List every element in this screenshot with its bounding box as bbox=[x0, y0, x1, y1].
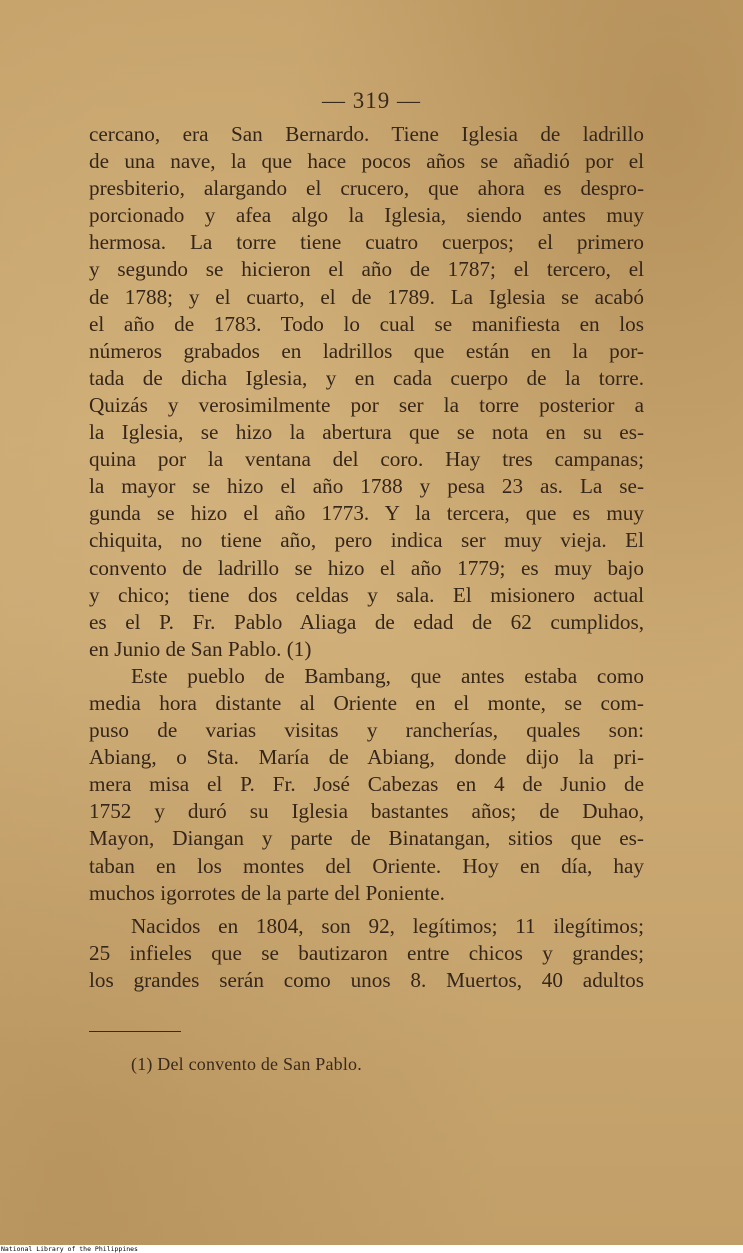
text-line: media hora distante al Oriente en el monte, se com- bbox=[89, 690, 644, 715]
text-line: y chico; tiene dos celdas y sala. El misionero actual bbox=[89, 582, 644, 607]
text-line: números grabados en ladrillos que están en la por- bbox=[89, 338, 644, 363]
text-line: puso de varias visitas y rancherías, quales son: bbox=[89, 718, 644, 743]
text-line: hermosa. La torre tiene cuatro cuerpos; el primero bbox=[89, 230, 644, 255]
footnote: (1) Del convento de San Pablo. bbox=[131, 1054, 362, 1074]
text-line: Quizás y verosimilmente por ser la torre posterior a bbox=[89, 392, 644, 417]
text-line: en Junio de San Pablo. (1) bbox=[89, 636, 312, 661]
page-number: — 319 — bbox=[322, 88, 421, 113]
text-line: tada de dicha Iglesia, y en cada cuerpo de la torre. bbox=[89, 365, 644, 390]
attribution-bar bbox=[0, 1245, 743, 1253]
text-line: de una nave, la que hace pocos años se añadió por el bbox=[89, 149, 644, 174]
text-line: convento de ladrillo se hizo el año 1779; es muy bajo bbox=[89, 555, 644, 580]
text-line: es el P. Fr. Pablo Aliaga de edad de 62 cumplidos, bbox=[89, 609, 644, 634]
footnote-divider bbox=[89, 1031, 181, 1032]
text-line: Este pueblo de Bambang, que antes estaba como bbox=[131, 663, 644, 688]
text-line: mera misa el P. Fr. José Cabezas en 4 de Junio de bbox=[89, 772, 644, 797]
text-line: Abiang, o Sta. María de Abiang, donde dijo la pri- bbox=[89, 745, 644, 770]
text-line: de 1788; y el cuarto, el de 1789. La Iglesia se acabó bbox=[89, 284, 644, 309]
body-text bbox=[89, 121, 644, 994]
text-line: presbiterio, alargando el crucero, que ahora es despro- bbox=[89, 176, 644, 201]
text-line: los grandes serán como unos 8. Muertos, 40 adultos bbox=[89, 967, 644, 992]
attribution-text: National Library of the Philippines bbox=[1, 1245, 138, 1253]
text-line: porcionado y afea algo la Iglesia, siendo antes muy bbox=[89, 203, 644, 228]
text-line: chiquita, no tiene año, pero indica ser muy vieja. El bbox=[89, 528, 644, 553]
text-line: Mayon, Diangan y parte de Binatangan, sitios que es- bbox=[89, 826, 644, 851]
text-line: el año de 1783. Todo lo cual se manifiesta en los bbox=[89, 311, 644, 336]
text-line: la Iglesia, se hizo la abertura que se nota en su es- bbox=[89, 420, 644, 445]
text-line: muchos igorrotes de la parte del Poniente. bbox=[89, 880, 445, 905]
text-line: la mayor se hizo el año 1788 y pesa 23 as. La se- bbox=[89, 474, 644, 499]
text-line: quina por la ventana del coro. Hay tres campanas; bbox=[89, 447, 644, 472]
text-line: cercano, era San Bernardo. Tiene Iglesia de ladrillo bbox=[89, 122, 644, 146]
text-line: taban en los montes del Oriente. Hoy en día, hay bbox=[89, 853, 644, 878]
text-line: y segundo se hicieron el año de 1787; el tercero, el bbox=[89, 257, 644, 282]
text-line: 1752 y duró su Iglesia bastantes años; de Duhao, bbox=[89, 799, 644, 824]
text-line: Nacidos en 1804, son 92, legítimos; 11 ilegítimos; bbox=[131, 913, 644, 938]
text-line: 25 infieles que se bautizaron entre chicos y grandes; bbox=[89, 940, 644, 965]
text-line: gunda se hizo el año 1773. Y la tercera, que es muy bbox=[89, 501, 644, 526]
